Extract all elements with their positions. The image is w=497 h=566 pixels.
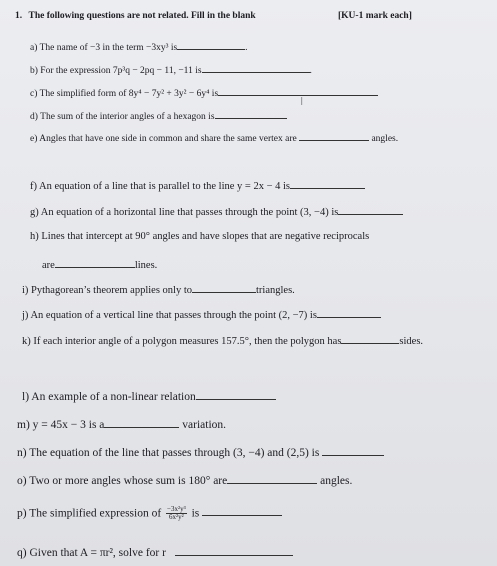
item-label: g) [30,207,39,218]
item-label: d) [30,112,38,122]
item-m: m) y = 45x − 3 is a variation. [17,419,227,431]
answer-blank[interactable] [338,205,403,215]
item-label: k) [22,336,31,347]
stray-pencil-mark: I [300,95,304,108]
item-text: Two or more angles whose sum is 180° are [29,475,228,487]
answer-blank[interactable] [322,446,384,456]
answer-blank[interactable] [215,109,287,119]
answer-blank[interactable] [202,506,282,516]
item-label: a) [30,43,38,53]
answer-blank[interactable] [192,283,256,293]
item-label: i) [22,285,29,296]
answer-blank[interactable] [299,131,369,141]
item-e: e) Angles that have one side in common and share the same vertex are angles. [30,131,398,145]
item-q [17,546,293,560]
item-o: o) Two or more angles whose sum is 180° are angles. [17,475,353,487]
question-number: 1. [15,11,23,21]
item-text: An example of a non-linear relation [31,391,196,403]
item-label: j) [22,310,29,321]
instruction-text: The following questions are not related. Fill in the blank [28,11,256,21]
item-l [22,390,276,404]
item-h-continuation: are lines. [42,260,158,271]
item-h [30,232,369,243]
answer-blank[interactable] [55,258,135,268]
item-b: b) For the expression 7p³q − 2pq − 11, −11 is . [30,63,312,77]
item-label: e) [30,134,38,144]
question-header [15,12,256,22]
item-a: a) The name of −3 in the term −3xy³ is . [30,40,248,54]
item-text: Pythagorean’s theorem applies only to [31,285,193,296]
answer-blank[interactable] [202,63,310,73]
item-g [30,205,403,219]
item-label: l) [22,391,30,403]
item-d [30,109,287,123]
fraction-denominator: 6x²y² [169,513,184,522]
item-text: The name of −3 in the term −3xy³ is [39,43,178,53]
item-text: An equation of a line that is parallel to the line y = 2x − 4 is [39,181,291,192]
fraction-numerator: −3x²y³ [167,505,186,513]
answer-blank[interactable] [317,308,381,318]
item-k: k) If each interior angle of a polygon measures 157.5°, then the polygon has sides. [22,336,424,347]
item-label: m) [17,419,30,431]
item-label: f) [30,181,37,192]
item-text: y = 45x − 3 is a [32,419,105,431]
answer-blank[interactable] [341,334,399,344]
answer-blank[interactable] [175,546,293,556]
item-text: For the expression 7p³q − 2pq − 11, −11 is [40,66,202,76]
item-f [30,179,365,193]
item-text: The equation of the line that passes through (3, −4) and (2,5) is [29,447,320,459]
item-text: An equation of a vertical line that passes through the point (2, −7) is [30,310,317,321]
answer-blank[interactable] [196,390,276,400]
answer-blank[interactable] [104,418,179,428]
answer-blank[interactable] [227,474,317,484]
item-label: p) [17,507,27,520]
item-label: q) [17,547,27,559]
marks-label: [KU-1 mark each] [338,11,412,21]
item-label: b) [30,66,38,76]
fraction [166,506,187,522]
answer-blank[interactable] [218,86,378,96]
item-label: c) [30,89,38,99]
item-j [22,308,381,322]
item-n [17,446,384,460]
answer-blank[interactable] [177,40,245,50]
item-text: The simplified expression of [29,507,162,520]
item-label: h) [30,231,39,242]
answer-blank[interactable] [290,179,365,189]
item-c [30,86,378,100]
item-text: If each interior angle of a polygon measures 157.5°, then the polygon has [33,336,342,347]
item-i: i) Pythagorean’s theorem applies only to triangles. [22,285,295,296]
item-text: The sum of the interior angles of a hexagon is [40,112,215,122]
item-label: n) [17,447,27,459]
item-text: The simplified form of 8y⁴ − 7y² + 3y² − 6y⁴ is [39,89,219,99]
item-text: An equation of a horizontal line that passes through the point (3, −4) is [40,207,339,218]
item-p: p) The simplified expression of $\frac{\text{−3x²y³}}{\text{6x²y²}}$ is [17,506,282,522]
item-text: Angles that have one side in common and share the same vertex are [39,134,297,144]
item-text: Given that A = πr², solve for r [29,547,166,559]
item-label: o) [17,475,27,487]
item-text: Lines that intercept at 90° angles and have slopes that are negative reciprocals [41,231,370,242]
